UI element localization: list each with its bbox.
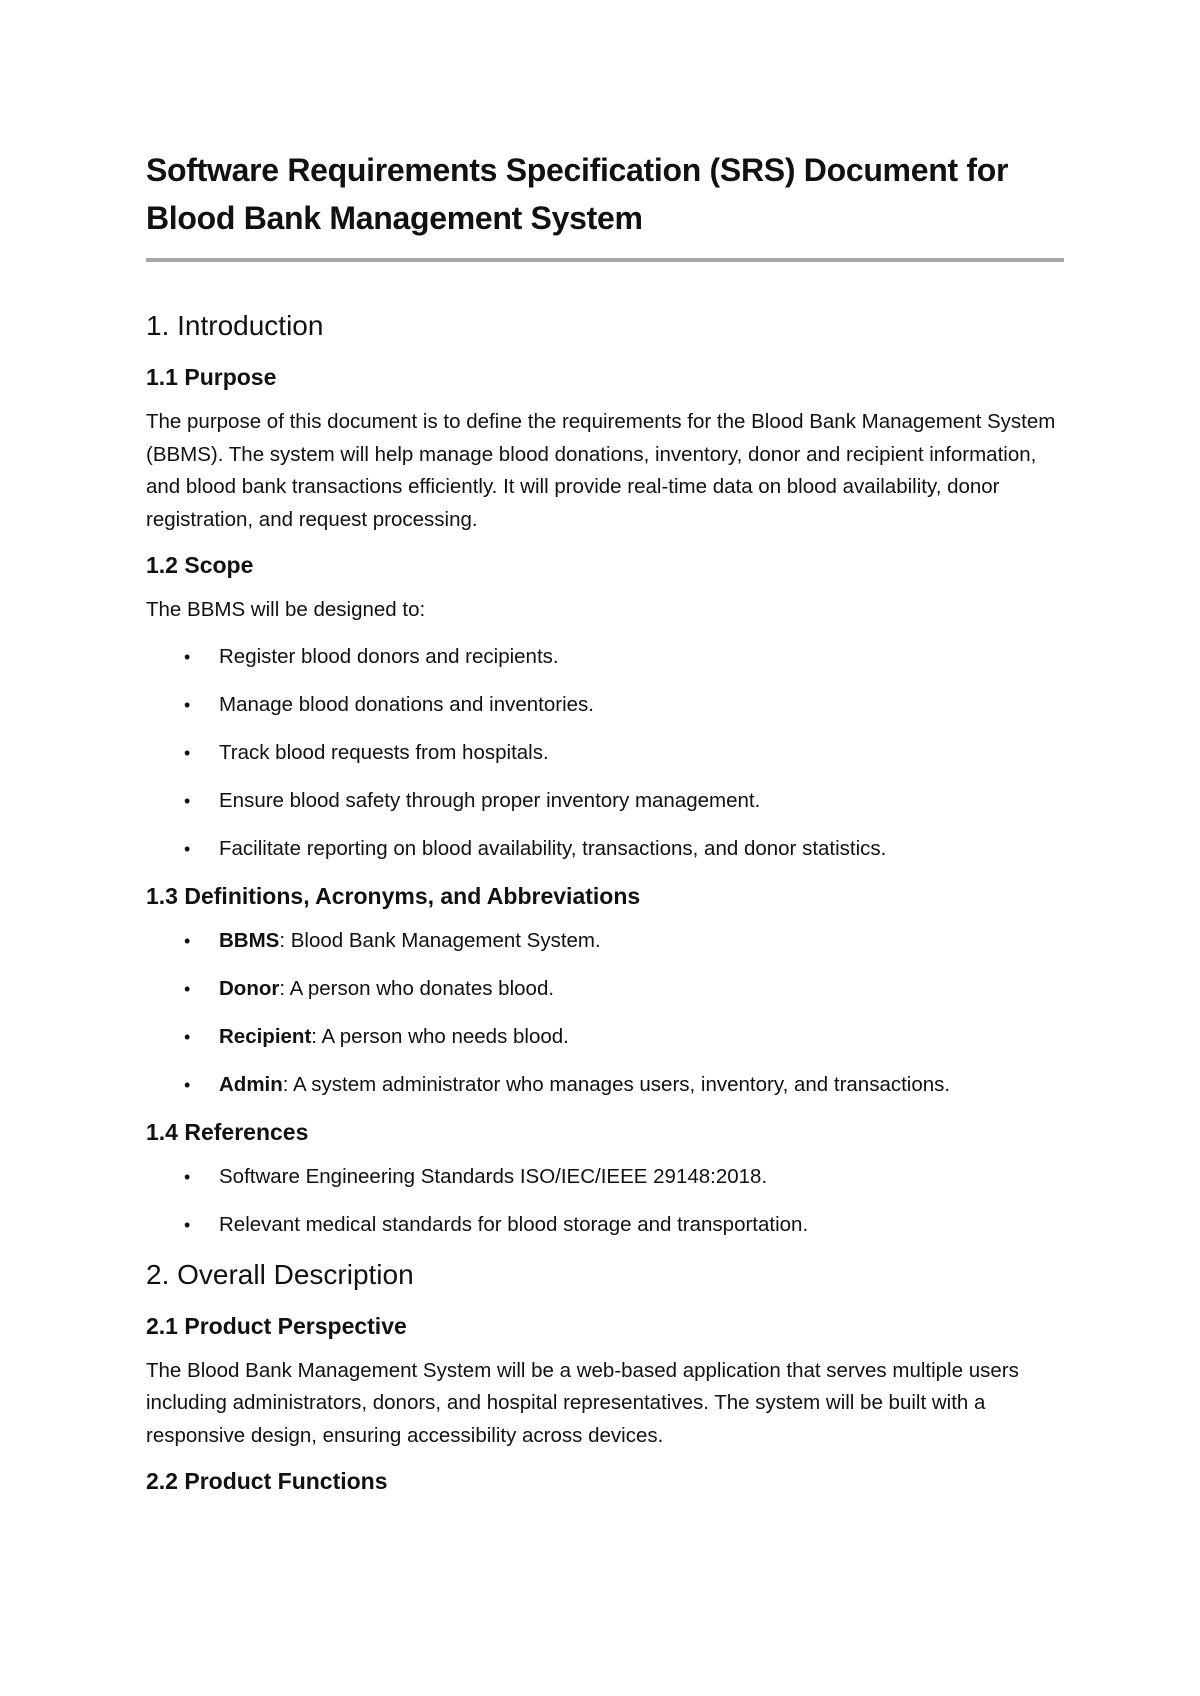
- purpose-paragraph: The purpose of this document is to define the requirements for the Blood Bank Management System (BBMS). The system will help manage blood donations, inventory, donor and recipient information, and blood bank transactions efficiently. It will provide real-time data on blood availability, donor registration, and request processing.: [146, 410, 1056, 531]
- title-divider: [146, 258, 1064, 262]
- bullet-icon: •: [184, 742, 191, 763]
- subsection-heading-definitions: 1.3 Definitions, Acronyms, and Abbreviations: [146, 882, 641, 909]
- references-list: [146, 1161, 1064, 1241]
- definition-item: [146, 1021, 1064, 1053]
- definition-term: Donor: [219, 976, 280, 1000]
- definition-item: [146, 1069, 1064, 1101]
- definitions-list: [146, 925, 1064, 1101]
- list-item: • Facilitate reporting on blood availability, transactions, and donor statistics.: [146, 833, 1064, 865]
- subsection-heading-product-perspective: 2.1 Product Perspective: [146, 1312, 407, 1339]
- list-item: • Register blood donors and recipients.: [146, 641, 1064, 673]
- bullet-icon: •: [184, 790, 191, 811]
- definition-desc: : A person who donates blood.: [279, 976, 555, 1000]
- list-item: • Ensure blood safety through proper inventory management.: [146, 785, 1064, 817]
- scope-lead: The BBMS will be designed to:: [146, 598, 426, 621]
- product-perspective-paragraph: The Blood Bank Management System will be a web-based application that serves multiple users including administrators, donors, and hospital representatives. The system will be built with a responsive design, ensuring accessibility across devices.: [146, 1358, 1019, 1447]
- document-title: Software Requirements Specification (SRS) Document for Blood Bank Management System: [146, 152, 1009, 236]
- section-heading-overall-description: 2. Overall Description: [146, 1258, 414, 1290]
- list-item: • Relevant medical standards for blood storage and transportation.: [146, 1209, 1064, 1241]
- subsection-heading-references: 1.4 References: [146, 1118, 309, 1145]
- definition-term: BBMS: [219, 928, 280, 952]
- bullet-icon: •: [184, 838, 191, 859]
- bullet-icon: •: [184, 1166, 191, 1187]
- definition-term: Recipient: [219, 1024, 312, 1048]
- definition-desc: : A system administrator who manages users, inventory, and transactions.: [282, 1072, 951, 1096]
- document-page: [146, 146, 1064, 1510]
- subsection-heading-purpose: 1.1 Purpose: [146, 364, 277, 390]
- definition-desc: : A person who needs blood.: [311, 1024, 569, 1048]
- bullet-icon: •: [184, 1026, 191, 1047]
- subsection-heading-scope: 1.2 Scope: [146, 552, 254, 578]
- bullet-icon: •: [184, 646, 191, 667]
- definition-item: [146, 973, 1064, 1005]
- definition-desc: : Blood Bank Management System.: [279, 928, 601, 952]
- bullet-icon: •: [184, 1214, 191, 1235]
- list-item: • Manage blood donations and inventories.: [146, 689, 1064, 721]
- scope-list: [146, 641, 1064, 865]
- definition-item: [146, 925, 1064, 957]
- list-item: • Software Engineering Standards ISO/IEC/IEEE 29148:2018.: [146, 1161, 1064, 1193]
- bullet-icon: •: [184, 694, 191, 715]
- list-item: • Track blood requests from hospitals.: [146, 737, 1064, 769]
- definition-term: Admin: [219, 1072, 283, 1096]
- bullet-icon: •: [184, 930, 191, 951]
- section-heading-introduction: 1. Introduction: [146, 310, 324, 341]
- subsection-heading-product-functions: 2.2 Product Functions: [146, 1468, 388, 1494]
- bullet-icon: •: [184, 978, 191, 999]
- bullet-icon: •: [184, 1074, 191, 1095]
